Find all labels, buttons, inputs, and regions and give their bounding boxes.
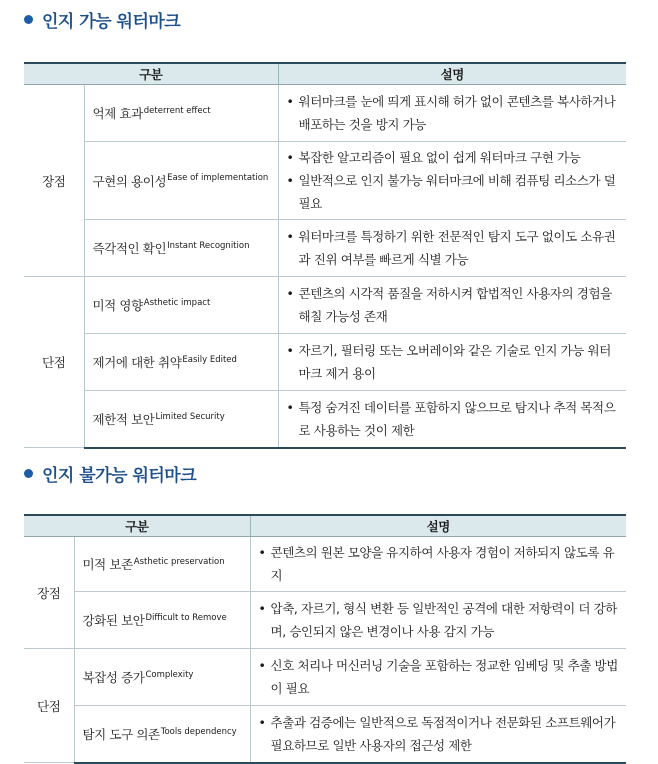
category-disadvantages: 단점 — [24, 277, 84, 448]
table-row — [24, 706, 626, 763]
description-bullet: • 추출과 검증에는 일반적으로 독점적이거나 전문화된 소프트웨어가 필요하므로 일반 사용자의 접근성 제한 — [258, 714, 616, 753]
item-english: Difficult to Remove — [145, 612, 227, 623]
description-cell — [278, 220, 626, 277]
section-title-text: 인지 불가능 워터마크 — [42, 466, 197, 486]
section-title-invisible-watermark — [24, 461, 196, 486]
description-cell — [278, 277, 626, 334]
visible-watermark-table — [24, 62, 626, 449]
description-cell — [250, 592, 626, 649]
item-name: 미적 보존 — [82, 557, 133, 572]
description-bullet: • 콘텐츠의 시각적 품질을 저하시켜 합법적인 사용자의 경험을 해칠 가능성 존재 — [286, 286, 612, 324]
description-cell — [250, 706, 626, 763]
bullet-dot-icon — [24, 469, 33, 478]
section-title-visible-watermark — [24, 7, 180, 32]
table-row — [24, 537, 626, 592]
item-name: 복잡성 증가 — [82, 670, 145, 685]
item-english: Complexity — [145, 669, 194, 680]
item-name: 탐지 도구 의존 — [82, 726, 160, 742]
item-english: Asthetic impact — [143, 297, 211, 308]
table-row — [24, 220, 626, 277]
category-advantages: 장점 — [24, 85, 84, 277]
table-row — [24, 649, 626, 706]
description-cell — [278, 334, 626, 391]
item-cell — [74, 537, 250, 592]
description-cell — [250, 537, 626, 592]
description-cell — [278, 391, 626, 448]
table-row — [24, 592, 626, 649]
table-row — [24, 142, 626, 220]
description-cell — [250, 649, 626, 706]
item-cell — [74, 649, 250, 706]
section-title-text: 인지 가능 워터마크 — [42, 12, 181, 32]
description-bullet: • 특정 숨겨진 데이터를 포함하지 않으므로 탐지나 추적 목적으로 사용하는 것이 제한 — [286, 399, 616, 438]
item-english: Instant Recognition — [167, 240, 250, 251]
item-english: Easily Edited — [182, 354, 237, 365]
description-cell — [278, 142, 626, 220]
bullet-dot-icon — [24, 15, 33, 24]
item-cell — [84, 277, 278, 334]
item-cell — [84, 142, 278, 220]
item-english: deterrent effect — [143, 105, 211, 116]
item-name: 즉각적인 확인 — [92, 241, 167, 256]
item-cell — [84, 391, 278, 448]
item-cell — [74, 592, 250, 649]
item-english: Asthetic preservation — [133, 556, 225, 567]
item-name: 강화된 보안 — [82, 613, 145, 628]
description-cell — [278, 85, 626, 142]
table-row — [24, 277, 626, 334]
description-bullet: • 신호 처리나 머신러닝 기술을 포함하는 정교한 임베딩 및 추출 방법이 필요 — [258, 658, 618, 696]
item-english: Limited Security — [155, 411, 225, 422]
item-name: 구현의 용이성 — [92, 173, 167, 189]
item-name: 억제 효과 — [92, 106, 143, 121]
description-bullet: • 복잡한 알고리즘이 필요 없이 쉽게 워터마크 구현 가능 — [286, 150, 581, 165]
header-category: 구분 — [24, 63, 278, 85]
item-name: 제한적 보안 — [92, 411, 155, 427]
item-name: 제거에 대한 취약 — [92, 355, 182, 370]
item-cell — [84, 85, 278, 142]
description-bullet: • 일반적으로 인지 불가능 워터마크에 비해 컴퓨팅 리소스가 덜 필요 — [286, 173, 616, 211]
description-bullet: • 콘텐츠의 원본 모양을 유지하여 사용자 경험이 저하되지 않도록 유지 — [258, 545, 615, 583]
header-description: 설명 — [278, 63, 626, 85]
item-cell — [84, 220, 278, 277]
invisible-watermark-table — [24, 514, 626, 764]
description-bullet: • 워터마크를 눈에 띄게 표시해 허가 없이 콘텐츠를 복사하거나 배포하는 것을 방지 가능 — [286, 94, 616, 132]
description-bullet: • 압축, 자르기, 형식 변환 등 일반적인 공격에 대한 저항력이 더 강하며, 승인되지 않은 변경이나 사용 감지 가능 — [258, 601, 617, 639]
item-english: Tools dependency — [160, 726, 237, 737]
description-bullet: • 워터마크를 특정하기 위한 전문적인 탐지 도구 없이도 소유권과 진위 여부를 빠르게 식별 가능 — [286, 229, 616, 267]
item-name: 미적 영향 — [92, 298, 143, 313]
header-category: 구분 — [24, 515, 250, 537]
category-advantages: 장점 — [24, 537, 74, 649]
table-row — [24, 391, 626, 448]
item-cell — [74, 706, 250, 763]
category-disadvantages: 단점 — [24, 649, 74, 763]
item-cell — [84, 334, 278, 391]
description-bullet: • 자르기, 필터링 또는 오버레이와 같은 기술로 인지 가능 워터마크 제거 용이 — [286, 343, 611, 381]
item-english: Ease of implementation — [167, 173, 269, 184]
table-row — [24, 334, 626, 391]
table-row — [24, 85, 626, 142]
header-description: 설명 — [250, 515, 626, 537]
